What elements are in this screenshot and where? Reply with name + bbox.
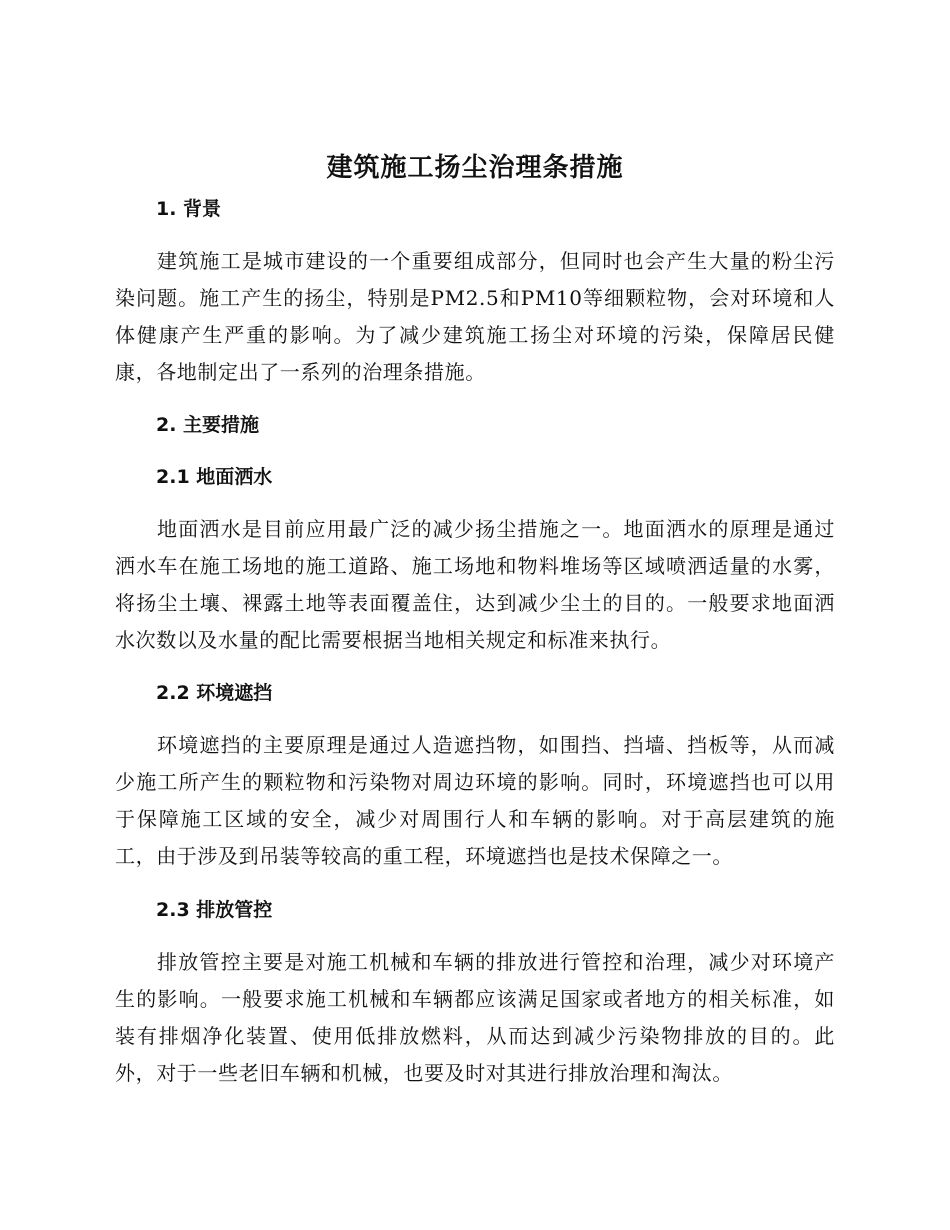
section-paragraph-emission-control: 排放管控主要是对施工机械和车辆的排放进行管控和治理，减少对环境产生的影响。一般要求施工机械和车辆都应该满足国家或者地方的相关标准，如装有排烟净化装置、使用低排放燃料，从而达到减少污染物排放的目的。此外，对于一些老旧车辆和机械，也要及时对其进行排放治理和淘汰。 [115,950,835,1085]
section-heading-ground-watering: 2.1 地面洒水 [156,466,273,488]
section-paragraph-background: 建筑施工是城市建设的一个重要组成部分，但同时也会产生大量的粉尘污染问题。施工产生的扬尘，特别是PM2.5和PM10等细颗粒物，会对环境和人体健康产生严重的影响。为了减少建筑施工扬尘对环境的污染，保障居民健康，各地制定出了一系列的治理条措施。 [115,249,835,384]
section-heading-emission-control: 2.3 排放管控 [156,899,273,921]
document-title: 建筑施工扬尘治理条措施 [326,153,624,183]
section-heading-background: 1. 背景 [156,198,222,220]
section-paragraph-ground-watering: 地面洒水是目前应用最广泛的减少扬尘措施之一。地面洒水的原理是通过洒水车在施工场地的施工道路、施工场地和物料堆场等区域喷洒适量的水雾，将扬尘土壤、裸露土地等表面覆盖住，达到减少尘土的目的。一般要求地面洒水次数以及水量的配比需要根据当地相关规定和标准来执行。 [115,517,835,652]
section-heading-main-measures: 2. 主要措施 [156,414,260,436]
section-heading-environmental-shielding: 2.2 环境遮挡 [156,682,273,704]
section-paragraph-environmental-shielding: 环境遮挡的主要原理是通过人造遮挡物，如围挡、挡墙、挡板等，从而减少施工所产生的颗粒物和污染物对周边环境的影响。同时，环境遮挡也可以用于保障施工区域的安全，减少对周围行人和车辆的影响。对于高层建筑的施工，由于涉及到吊装等较高的重工程，环境遮挡也是技术保障之一。 [115,733,835,868]
